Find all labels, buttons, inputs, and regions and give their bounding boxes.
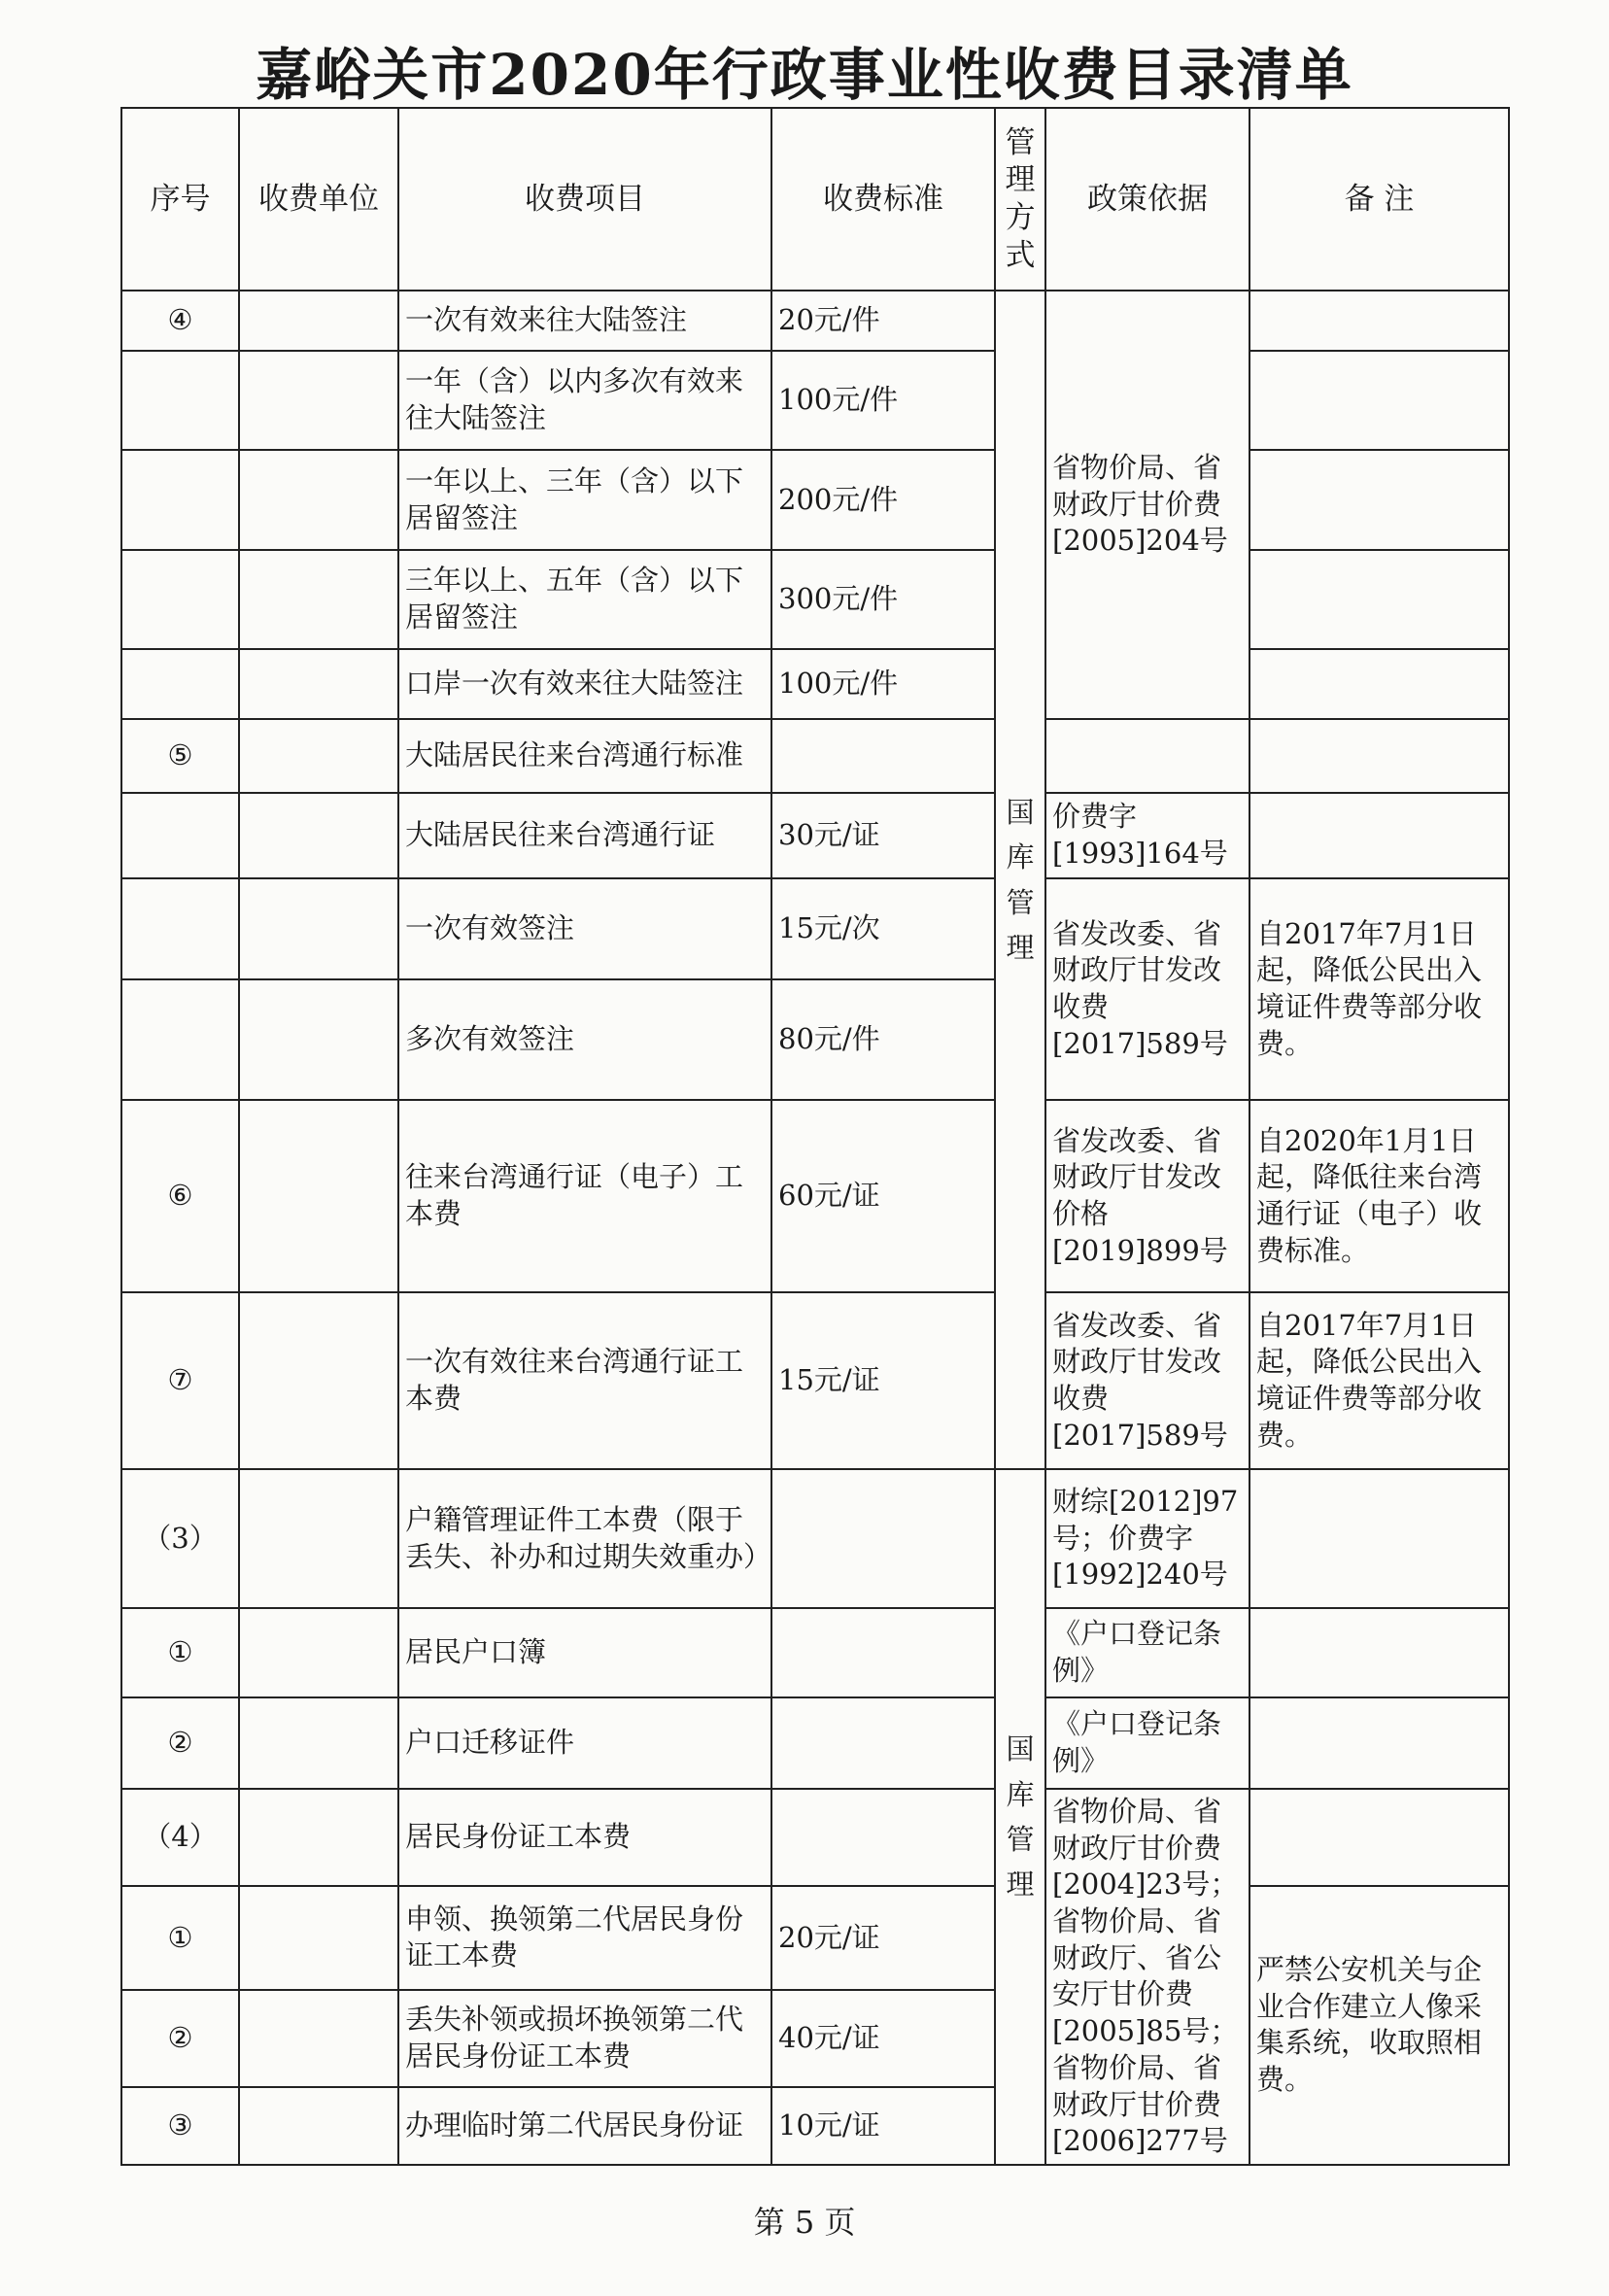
- unit-cell: [239, 719, 398, 793]
- table-row: [121, 719, 1509, 793]
- item-cell: 一次有效签注: [398, 878, 771, 979]
- item-cell: 一年以上、三年（含）以下居留签注: [398, 450, 771, 550]
- seq-cell: [121, 450, 239, 550]
- policy-cell: 价费字[1993]164号: [1045, 793, 1250, 878]
- table-row: [121, 1789, 1509, 1886]
- unit-cell: [239, 649, 398, 719]
- header-mgmt: 管理方式: [995, 108, 1045, 291]
- header-unit: 收费单位: [239, 108, 398, 291]
- seq-cell: （4）: [121, 1789, 239, 1886]
- standard-cell: 15元/证: [771, 1292, 995, 1469]
- note-cell: [1250, 351, 1509, 450]
- policy-cell: 省发改委、省财政厅甘发改收费[2017]589号: [1045, 1292, 1250, 1469]
- table-row: [121, 878, 1509, 979]
- standard-cell: 100元/件: [771, 649, 995, 719]
- note-cell: [1250, 291, 1509, 351]
- table-row: [121, 1608, 1509, 1697]
- standard-cell: 60元/证: [771, 1100, 995, 1292]
- standard-cell: [771, 719, 995, 793]
- note-cell: 自2020年1月1日起，降低往来台湾通行证（电子）收费标准。: [1250, 1100, 1509, 1292]
- item-cell: 多次有效签注: [398, 979, 771, 1100]
- page-number: 第 5 页: [753, 2204, 856, 2241]
- table-row: [121, 1469, 1509, 1608]
- seq-cell: ①: [121, 1608, 239, 1697]
- seq-cell: ③: [121, 2087, 239, 2165]
- item-cell: 一次有效来往大陆签注: [398, 291, 771, 351]
- note-cell: [1250, 793, 1509, 878]
- unit-cell: [239, 1292, 398, 1469]
- seq-cell: ⑦: [121, 1292, 239, 1469]
- standard-cell: [771, 1608, 995, 1697]
- policy-cell: 省发改委、省财政厅甘发改收费[2017]589号: [1045, 878, 1250, 1100]
- table-row: [121, 1886, 1509, 1990]
- seq-cell: ①: [121, 1886, 239, 1990]
- standard-cell: [771, 1789, 995, 1886]
- note-cell: [1250, 719, 1509, 793]
- seq-cell: [121, 979, 239, 1100]
- header-note: 备 注: [1250, 108, 1509, 291]
- seq-cell: ②: [121, 1990, 239, 2087]
- note-cell: [1250, 1608, 1509, 1697]
- item-cell: 居民身份证工本费: [398, 1789, 771, 1886]
- unit-cell: [239, 291, 398, 351]
- item-cell: 口岸一次有效来往大陆签注: [398, 649, 771, 719]
- seq-cell: [121, 878, 239, 979]
- unit-cell: [239, 878, 398, 979]
- unit-cell: [239, 979, 398, 1100]
- note-cell: 自2017年7月1日起，降低公民出入境证件费等部分收费。: [1250, 1292, 1509, 1469]
- note-cell: 严禁公安机关与企业合作建立人像采集系统，收取照相费。: [1250, 1886, 1509, 2165]
- standard-cell: 10元/证: [771, 2087, 995, 2165]
- header-policy: 政策依据: [1045, 108, 1250, 291]
- fee-table: [120, 107, 1510, 2166]
- unit-cell: [239, 1697, 398, 1789]
- note-cell: [1250, 450, 1509, 550]
- item-cell: 往来台湾通行证（电子）工本费: [398, 1100, 771, 1292]
- unit-cell: [239, 793, 398, 878]
- mgmt-cell: 国库管理: [995, 291, 1045, 1469]
- unit-cell: [239, 2087, 398, 2165]
- table-row: [121, 649, 1509, 719]
- unit-cell: [239, 1100, 398, 1292]
- item-cell: 户口迁移证件: [398, 1697, 771, 1789]
- seq-cell: [121, 351, 239, 450]
- item-cell: 办理临时第二代居民身份证: [398, 2087, 771, 2165]
- table-row: [121, 550, 1509, 649]
- standard-cell: 80元/件: [771, 979, 995, 1100]
- policy-cell: 省物价局、省财政厅甘价费[2004]23号；省物价局、省财政厅、省公安厅甘价费[2005]85号；省物价局、省财政厅甘价费[2006]277号: [1045, 1789, 1250, 2165]
- header-standard: 收费标准: [771, 108, 995, 291]
- policy-cell: 《户口登记条例》: [1045, 1608, 1250, 1697]
- policy-cell: 《户口登记条例》: [1045, 1697, 1250, 1789]
- standard-cell: 20元/证: [771, 1886, 995, 1990]
- table-row: [121, 1100, 1509, 1292]
- standard-cell: 100元/件: [771, 351, 995, 450]
- item-cell: 一次有效往来台湾通行证工本费: [398, 1292, 771, 1469]
- seq-cell: ④: [121, 291, 239, 351]
- standard-cell: 200元/件: [771, 450, 995, 550]
- unit-cell: [239, 351, 398, 450]
- item-cell: 丢失补领或损坏换领第二代居民身份证工本费: [398, 1990, 771, 2087]
- standard-cell: 20元/件: [771, 291, 995, 351]
- standard-cell: [771, 1469, 995, 1608]
- item-cell: 居民户口簿: [398, 1608, 771, 1697]
- standard-cell: 15元/次: [771, 878, 995, 979]
- note-cell: [1250, 1697, 1509, 1789]
- note-cell: [1250, 649, 1509, 719]
- header-seq: 序号: [121, 108, 239, 291]
- standard-cell: [771, 1697, 995, 1789]
- header-row: [121, 108, 1509, 291]
- note-cell: 自2017年7月1日起，降低公民出入境证件费等部分收费。: [1250, 878, 1509, 1100]
- table-row: [121, 793, 1509, 878]
- unit-cell: [239, 450, 398, 550]
- unit-cell: [239, 550, 398, 649]
- item-cell: 申领、换领第二代居民身份证工本费: [398, 1886, 771, 1990]
- seq-cell: [121, 550, 239, 649]
- policy-cell: 省物价局、省财政厅甘价费[2005]204号: [1045, 291, 1250, 719]
- table-row: [121, 291, 1509, 351]
- item-cell: 一年（含）以内多次有效来往大陆签注: [398, 351, 771, 450]
- unit-cell: [239, 1608, 398, 1697]
- unit-cell: [239, 1469, 398, 1608]
- table-row: [121, 351, 1509, 450]
- note-cell: [1250, 550, 1509, 649]
- seq-cell: ⑤: [121, 719, 239, 793]
- table-row: [121, 1697, 1509, 1789]
- policy-cell: 财综[2012]97号；价费字[1992]240号: [1045, 1469, 1250, 1608]
- seq-cell: （3）: [121, 1469, 239, 1608]
- note-cell: [1250, 1469, 1509, 1608]
- unit-cell: [239, 1789, 398, 1886]
- item-cell: 户籍管理证件工本费（限于丢失、补办和过期失效重办）: [398, 1469, 771, 1608]
- header-item: 收费项目: [398, 108, 771, 291]
- item-cell: 大陆居民往来台湾通行证: [398, 793, 771, 878]
- seq-cell: ⑥: [121, 1100, 239, 1292]
- unit-cell: [239, 1886, 398, 1990]
- note-cell: [1250, 1789, 1509, 1886]
- table-row: [121, 1292, 1509, 1469]
- mgmt-cell: 国库管理: [995, 1469, 1045, 2165]
- seq-cell: ②: [121, 1697, 239, 1789]
- policy-cell: [1045, 719, 1250, 793]
- unit-cell: [239, 1990, 398, 2087]
- standard-cell: 40元/证: [771, 1990, 995, 2087]
- policy-cell: 省发改委、省财政厅甘发改价格[2019]899号: [1045, 1100, 1250, 1292]
- seq-cell: [121, 793, 239, 878]
- seq-cell: [121, 649, 239, 719]
- standard-cell: 30元/证: [771, 793, 995, 878]
- page-title: 嘉峪关市2020年行政事业性收费目录清单: [256, 42, 1353, 108]
- standard-cell: 300元/件: [771, 550, 995, 649]
- item-cell: 大陆居民往来台湾通行标准: [398, 719, 771, 793]
- item-cell: 三年以上、五年（含）以下居留签注: [398, 550, 771, 649]
- table-row: [121, 450, 1509, 550]
